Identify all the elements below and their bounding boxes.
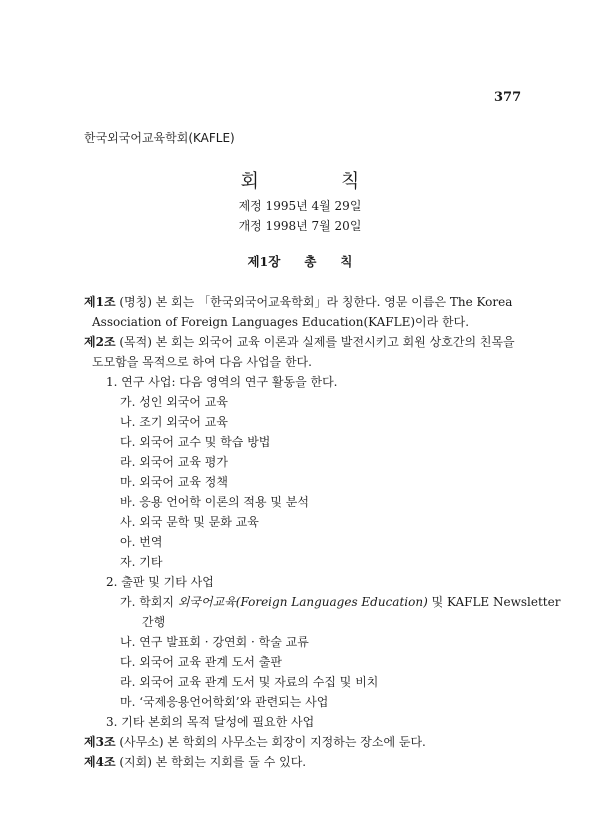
article-text: (명칭) 본 회는 「한국외국어교육학회」라 칭한다. 영문 이름은 The Korea [115,295,513,309]
article-number: 제3조 [84,735,116,749]
chapter-title-1: 총 [304,254,317,269]
article-2-cont: 도모함을 목적으로 하여 다음 사업을 한다. [92,355,312,369]
enacted-date: 제정 1995년 4월 29일 [238,199,362,213]
revision-dates [0,196,600,236]
article-number: 제2조 [84,335,116,349]
item-2: 2. 출판 및 기타 사업 [106,575,214,589]
article-text: (목적) 본 회는 외국어 교육 이론과 실제를 발전시키고 회원 상호간의 친목을 [115,335,515,349]
article-4 [84,752,534,772]
article-number: 제4조 [84,755,116,769]
item-prefix: 가. 학회지 [120,595,178,609]
list-item: 가. 성인 외국어 교육 [120,395,228,409]
chapter-label: 제1장 [247,254,281,269]
article-1 [84,292,534,312]
article-text: (사무소) 본 학회의 사무소는 회장이 지정하는 장소에 둔다. [115,735,426,749]
article-number: 제1조 [84,295,116,309]
chapter-heading [0,252,600,270]
document-title: 회 칙 [240,170,398,192]
item-3: 3. 기타 본회의 목적 달성에 필요한 사업 [106,715,315,729]
article-3 [84,732,534,752]
list-item: 나. 조기 외국어 교육 [120,415,228,429]
article-1-cont: Association of Foreign Languages Education(KAFLE)이라 한다. [92,315,470,329]
page-number: 377 [494,90,522,105]
revised-date: 개정 1998년 7월 20일 [238,219,362,233]
society-name: 한국외국어교육학회(KAFLE) [84,131,235,145]
list-item [84,592,561,612]
list-item: 다. 외국어 교육 관계 도서 출판 [120,655,282,669]
list-item: 바. 응용 언어학 이론의 적용 및 분석 [120,495,309,509]
list-item: 마. 외국어 교육 정책 [120,475,228,489]
journal-title: 외국어교육(Foreign Languages Education) [177,595,428,609]
list-item: 나. 연구 발표회 · 강연회 · 학술 교류 [120,635,309,649]
item-suffix: 및 KAFLE Newsletter [427,595,561,609]
article-2 [84,332,534,352]
chapter-title-2: 칙 [340,254,353,269]
article-text: (지회) 본 학회는 지회를 둘 수 있다. [115,755,307,769]
list-item: 자. 기타 [120,555,163,569]
list-item: 아. 번역 [120,535,163,549]
articles-body [84,292,561,772]
list-item: 마. ‘국제응용언어학회’와 관련되는 사업 [120,695,329,709]
item-1: 1. 연구 사업: 다음 영역의 연구 활동을 한다. [106,375,338,389]
list-item: 다. 외국어 교수 및 학습 방법 [120,435,271,449]
list-item: 라. 외국어 교육 관계 도서 및 자료의 수집 및 비치 [120,675,379,689]
list-item: 사. 외국 문학 및 문화 교육 [120,515,259,529]
list-item: 라. 외국어 교육 평가 [120,455,228,469]
list-item-cont: 간행 [142,615,166,629]
